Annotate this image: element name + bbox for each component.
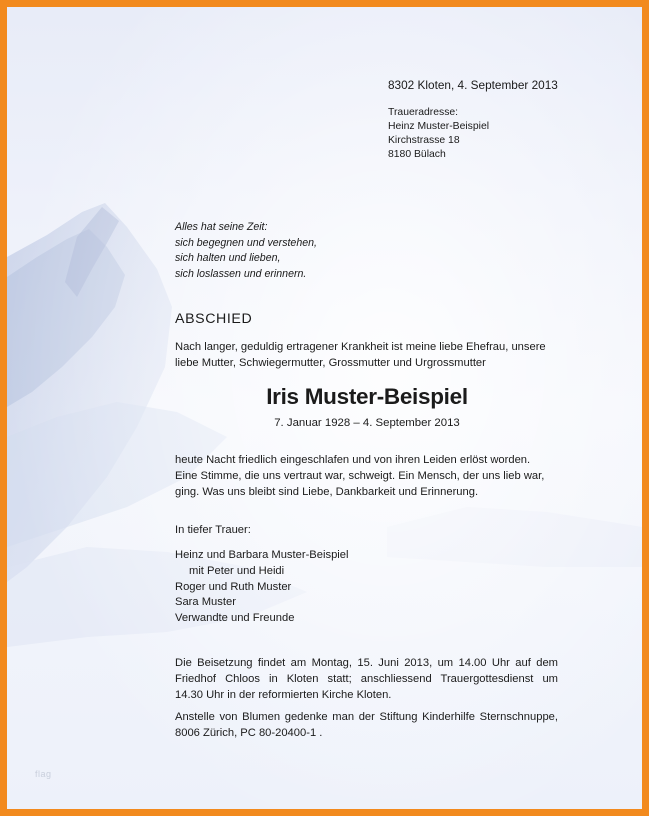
funeral-line: 14.30 Uhr in der reformierten Kirche Kloten. xyxy=(175,688,392,701)
motto-verse xyxy=(175,220,475,282)
place-date: 8302 Kloten, 4. September 2013 xyxy=(388,78,558,92)
donation-paragraph xyxy=(175,710,558,742)
family-member: Verwandte und Freunde xyxy=(175,612,295,625)
address-block xyxy=(388,78,618,162)
family-member: mit Peter und Heidi xyxy=(189,564,285,577)
intro-line: Nach langer, geduldig ertragener Krankheit ist meine liebe Ehefrau, unsere xyxy=(175,341,546,353)
address-city: 8180 Bülach xyxy=(388,148,446,160)
deceased-name: Iris Muster-Beispiel xyxy=(266,384,468,409)
body-line: ging. Was uns bleibt sind Liebe, Dankbarkeit und Erinnerung. xyxy=(175,485,479,498)
section-heading: ABSCHIED xyxy=(175,311,253,327)
family-member: Roger und Ruth Muster xyxy=(175,580,292,593)
motto-line: sich halten und lieben, xyxy=(175,252,281,264)
notice-content xyxy=(7,7,642,809)
body-paragraph xyxy=(175,453,575,500)
funeral-line: Friedhof Chloos in Kloten statt; anschliessend Trauergottesdienst um xyxy=(175,672,558,685)
mourning-label: In tiefer Trauer: xyxy=(175,524,251,536)
funeral-paragraph xyxy=(175,656,558,703)
body-line: heute Nacht friedlich eingeschlafen und von ihren Leiden erlöst worden. xyxy=(175,454,531,466)
body-line: Eine Stimme, die uns vertraut war, schweigt. Ein Mensch, der uns lieb war, xyxy=(175,469,545,482)
family-list xyxy=(175,548,475,627)
intro-paragraph xyxy=(175,340,570,372)
donation-line: 8006 Zürich, PC 80-20400-1 . xyxy=(175,726,323,739)
address-street: Kirchstrasse 18 xyxy=(388,134,460,146)
motto-line: sich loslassen und erinnern. xyxy=(175,267,307,280)
address-name: Heinz Muster-Beispiel xyxy=(388,120,490,132)
family-member: Heinz und Barbara Muster-Beispiel xyxy=(175,549,349,561)
motto-line: Alles hat seine Zeit: xyxy=(175,221,268,233)
address-label: Traueradresse: xyxy=(388,106,459,118)
motto-line: sich begegnen und verstehen, xyxy=(175,236,317,249)
watermark: flag xyxy=(35,769,52,779)
donation-line: Anstelle von Blumen gedenke man der Stiftung Kinderhilfe Sternschnuppe, xyxy=(175,711,558,723)
family-member: Sara Muster xyxy=(175,596,236,609)
life-dates: 7. Januar 1928 – 4. September 2013 xyxy=(274,417,460,429)
intro-line: liebe Mutter, Schwiegermutter, Grossmutter und Urgrossmutter xyxy=(175,356,486,369)
funeral-line: Die Beisetzung findet am Montag, 15. Juni 2013, um 14.00 Uhr auf dem xyxy=(175,657,558,669)
